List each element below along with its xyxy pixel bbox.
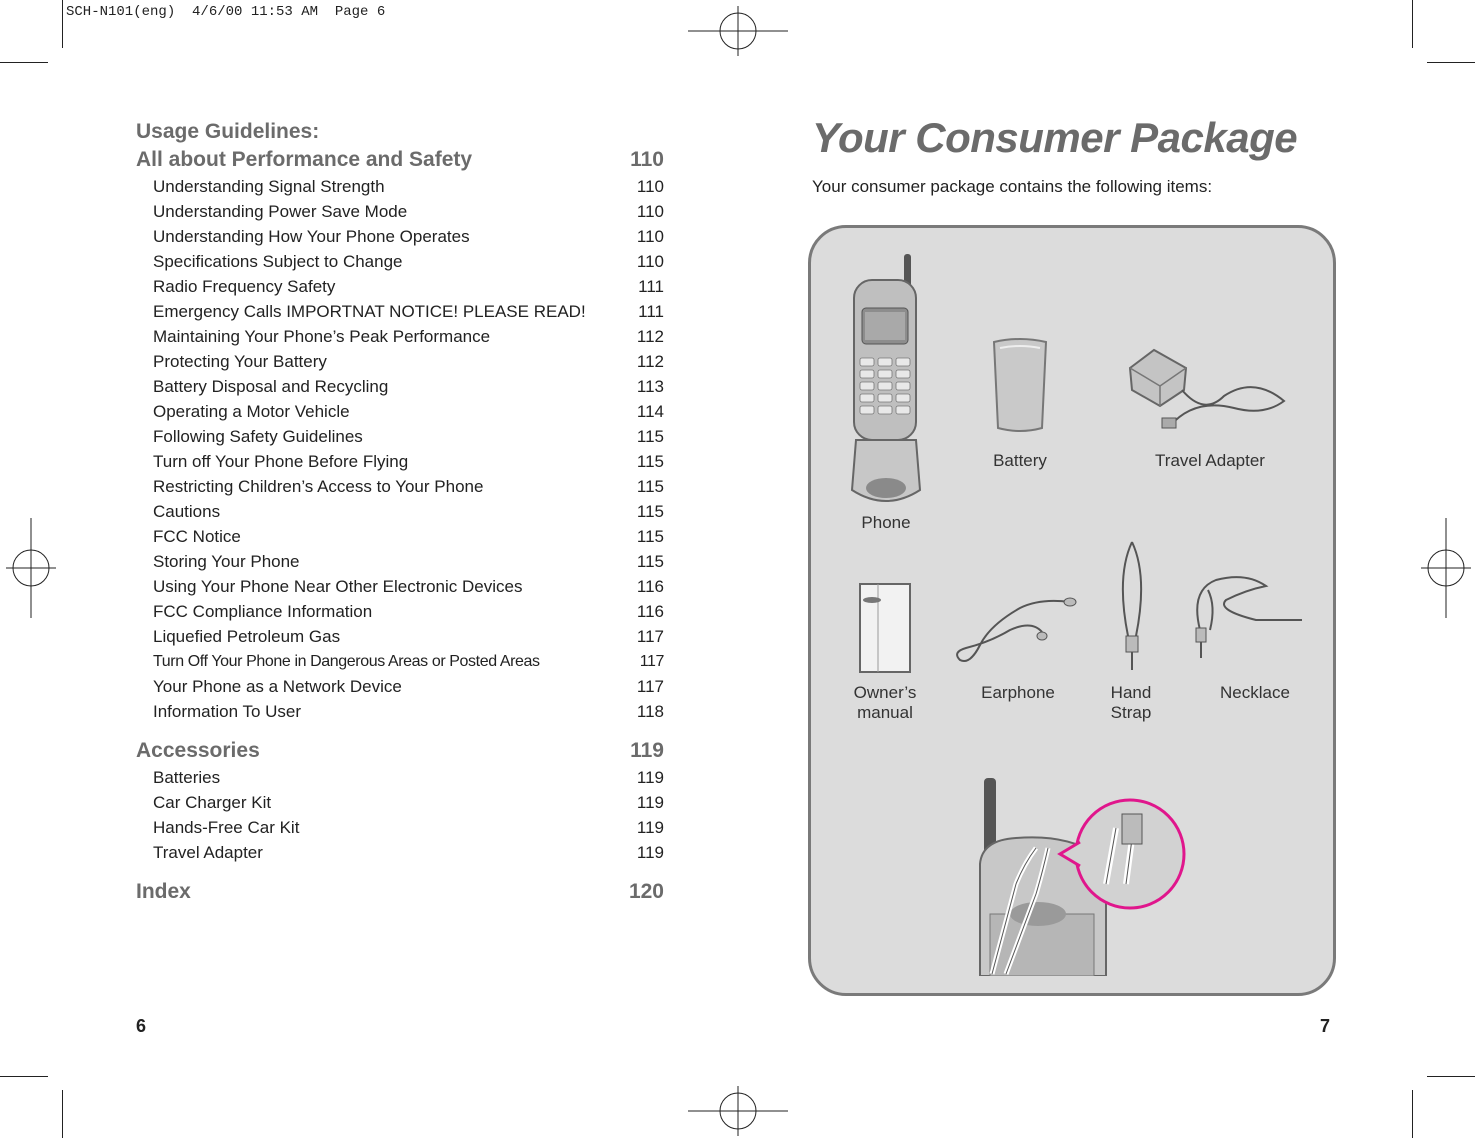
toc-row <box>136 199 664 224</box>
page-subtitle: Your consumer package contains the following items: <box>812 177 1213 196</box>
owners-manual-label-line2: manual <box>857 703 913 722</box>
toc-row-label: Battery Disposal and Recycling <box>153 377 389 396</box>
toc-row-page: 114 <box>636 402 664 421</box>
toc-row-page: 119 <box>636 843 664 862</box>
section-title: Accessories <box>136 739 260 762</box>
toc-row <box>136 524 664 549</box>
necklace-illustration-icon <box>1186 570 1310 665</box>
toc-row-label: Specifications Subject to Change <box>153 252 403 271</box>
toc-row-page: 118 <box>636 702 664 721</box>
toc-row <box>136 249 664 274</box>
toc-row <box>136 699 664 724</box>
toc-row-page: 115 <box>636 552 664 571</box>
toc-row <box>136 474 664 499</box>
toc-row <box>136 399 664 424</box>
toc-row-label: Liquefied Petroleum Gas <box>153 627 341 646</box>
section-items <box>136 174 664 724</box>
owners-manual-label-line1: Owner’s <box>853 683 917 702</box>
section-title: All about Performance and Safety <box>136 148 473 171</box>
toc-row <box>136 765 664 790</box>
hand-strap-label-line1: Hand <box>1110 683 1152 702</box>
toc-row-page: 115 <box>636 427 664 446</box>
toc-row-page: 110 <box>636 227 664 246</box>
section-page: 120 <box>628 880 664 903</box>
toc-row-label: Emergency Calls IMPORTNAT NOTICE! PLEASE READ! <box>153 302 586 321</box>
section-items <box>136 765 664 865</box>
registration-mark-bottom-icon <box>688 1086 788 1136</box>
toc-row-label: Operating a Motor Vehicle <box>153 402 350 421</box>
toc-row <box>136 815 664 840</box>
hand-strap-illustration-icon <box>1112 536 1152 676</box>
toc-row-label: FCC Notice <box>153 527 241 546</box>
section-pretitle: Usage Guidelines: <box>136 120 320 143</box>
toc-row-label: Hands-Free Car Kit <box>153 818 300 837</box>
toc-row-label: Storing Your Phone <box>153 552 300 571</box>
toc-row-label: Turn off Your Phone Before Flying <box>153 452 409 471</box>
page-number-right: 7 <box>1320 1016 1331 1036</box>
toc-row-label: Understanding How Your Phone Operates <box>153 227 470 246</box>
toc-row-page: 110 <box>636 252 664 271</box>
page-title: Your Consumer Package <box>812 114 1298 161</box>
toc-row-page: 110 <box>636 177 664 196</box>
toc-row <box>136 374 664 399</box>
toc-row-label: Turn Off Your Phone in Dangerous Areas or Posted Areas <box>153 653 540 670</box>
toc-row-page: 111 <box>638 277 664 296</box>
toc-row-label: Protecting Your Battery <box>153 352 327 371</box>
page-number-left: 6 <box>136 1016 147 1036</box>
section-page: 110 <box>630 148 664 171</box>
section-title: Index <box>136 880 191 903</box>
toc-row-page: 115 <box>636 452 664 471</box>
toc-row-page: 119 <box>636 793 664 812</box>
battery-illustration-icon <box>990 336 1050 436</box>
toc-row-page: 112 <box>636 327 664 346</box>
toc-row-page: 110 <box>636 202 664 221</box>
toc-row <box>136 840 664 865</box>
registration-mark-left-icon <box>6 518 56 618</box>
toc-row-label: Batteries <box>153 768 221 787</box>
toc-row-page: 116 <box>636 602 664 621</box>
section-heading <box>136 146 664 174</box>
toc-row-page: 115 <box>636 527 664 546</box>
registration-mark-right-icon <box>1421 518 1471 618</box>
toc-row-label: Using Your Phone Near Other Electronic Devices <box>153 577 523 596</box>
phone-illustration-icon <box>848 250 924 510</box>
hand-strap-label-line2: Strap <box>1110 703 1152 722</box>
toc-row <box>136 274 664 299</box>
earphone-illustration-icon <box>950 590 1080 675</box>
table-of-contents <box>136 118 664 906</box>
toc-row-label: Travel Adapter <box>153 843 263 862</box>
toc-row-page: 117 <box>639 653 664 670</box>
hand-strap-label <box>1096 683 1166 723</box>
toc-row <box>136 499 664 524</box>
registration-mark-top-icon <box>688 6 788 56</box>
toc-row <box>136 174 664 199</box>
travel-adapter-label: Travel Adapter <box>1155 451 1265 470</box>
toc-row <box>136 449 664 474</box>
toc-row-label: Information To User <box>153 702 302 721</box>
toc-row-page: 119 <box>636 768 664 787</box>
toc-row <box>136 574 664 599</box>
necklace-label: Necklace <box>1220 683 1290 702</box>
strap-attachment-illustration-icon <box>976 774 1188 976</box>
toc-row-label: Radio Frequency Safety <box>153 277 336 296</box>
toc-row <box>136 349 664 374</box>
toc-row <box>136 299 664 324</box>
toc-row-label: Restricting Children’s Access to Your Phone <box>153 477 484 496</box>
toc-row-page: 115 <box>636 502 664 521</box>
toc-row-label: Following Safety Guidelines <box>153 427 363 446</box>
toc-row <box>136 549 664 574</box>
toc-row <box>136 224 664 249</box>
battery-label: Battery <box>993 451 1047 470</box>
toc-row <box>136 790 664 815</box>
toc-row-page: 117 <box>636 627 664 646</box>
toc-row-page: 115 <box>636 477 664 496</box>
toc-row-page: 112 <box>636 352 664 371</box>
toc-row-label: Your Phone as a Network Device <box>153 677 402 696</box>
toc-row-label: Understanding Power Save Mode <box>153 202 408 221</box>
toc-row-label: Car Charger Kit <box>153 793 272 812</box>
toc-row <box>136 624 664 649</box>
toc-row-page: 113 <box>636 377 664 396</box>
toc-row <box>136 424 664 449</box>
earphone-label: Earphone <box>981 683 1055 702</box>
toc-row-label: Understanding Signal Strength <box>153 177 385 196</box>
toc-row <box>136 599 664 624</box>
owners-manual-label <box>840 683 930 723</box>
toc-row <box>136 324 664 349</box>
section-heading <box>136 737 664 765</box>
toc-row-label: Maintaining Your Phone’s Peak Performance <box>153 327 491 346</box>
travel-adapter-illustration-icon <box>1124 346 1290 436</box>
toc-row-label: Cautions <box>153 502 221 521</box>
phone-label: Phone <box>861 513 911 532</box>
toc-row-page: 116 <box>636 577 664 596</box>
toc-row-page: 117 <box>636 677 664 696</box>
toc-row-page: 119 <box>636 818 664 837</box>
toc-row-page: 111 <box>638 302 664 321</box>
section-heading <box>136 878 664 906</box>
print-header: SCH-N101(eng) 4/6/00 11:53 AM Page 6 <box>66 4 386 20</box>
toc-row-label: FCC Compliance Information <box>153 602 373 621</box>
toc-row <box>136 674 664 699</box>
owners-manual-illustration-icon <box>856 580 916 676</box>
toc-row <box>136 649 664 674</box>
section-page: 119 <box>630 739 664 762</box>
